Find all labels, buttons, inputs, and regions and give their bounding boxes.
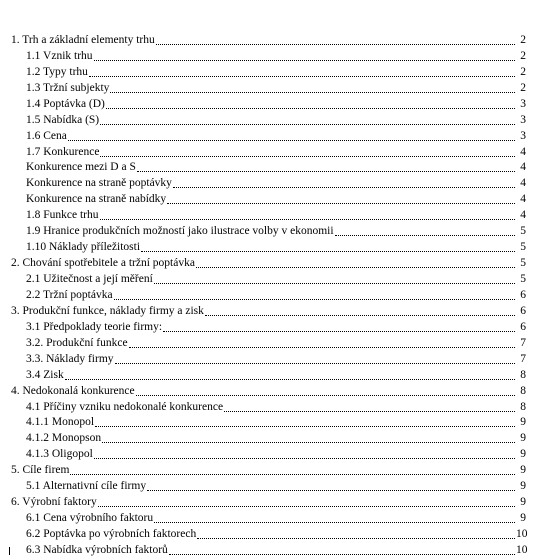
toc-page-number[interactable]: 9	[520, 512, 526, 525]
toc-page-number[interactable]: 9	[520, 432, 526, 445]
toc-entry-title[interactable]: 1.10 Náklady příležitosti	[26, 241, 141, 254]
toc-page-number[interactable]: 4	[520, 209, 526, 222]
toc-page-number[interactable]: 7	[520, 336, 526, 349]
toc-entry-title[interactable]: 3.2. Produkční funkce	[26, 336, 128, 349]
toc-entry[interactable]	[0, 224, 536, 240]
toc-page-number[interactable]: 5	[520, 273, 526, 286]
toc-entry[interactable]	[0, 400, 536, 416]
toc-page-number[interactable]: 2	[520, 49, 526, 62]
toc-page-number[interactable]: 5	[520, 225, 526, 238]
toc-entry-title[interactable]: 3.4 Zisk	[26, 368, 64, 381]
toc-page-number[interactable]: 9	[520, 480, 526, 493]
toc-entry[interactable]	[0, 511, 536, 527]
toc-entry[interactable]	[0, 384, 536, 400]
toc-entry[interactable]	[0, 288, 536, 304]
toc-entry[interactable]	[0, 113, 536, 129]
toc-dot-leader	[68, 139, 515, 141]
toc-dot-leader	[129, 346, 515, 348]
toc-entry[interactable]	[0, 527, 536, 543]
toc-entry-title[interactable]: 4. Nedokonalá konkurence	[11, 384, 135, 397]
toc-page-number[interactable]: 2	[520, 65, 526, 78]
toc-entry-title[interactable]: 1.5 Nabídka (S)	[26, 113, 100, 126]
toc-entry-title[interactable]: 1.9 Hranice produkčních možností jako ilustrace volby v ekonomii	[26, 225, 334, 238]
toc-entry[interactable]	[0, 320, 536, 336]
toc-page-number[interactable]: 9	[520, 448, 526, 461]
toc-entry-title[interactable]: 1.1 Vznik trhu	[26, 49, 93, 62]
toc-entry[interactable]	[0, 256, 536, 272]
toc-page-number[interactable]: 6	[520, 304, 526, 317]
toc-dot-leader	[137, 170, 515, 172]
toc-entry-title[interactable]: 6. Výrobní faktory	[11, 496, 97, 509]
toc-entry[interactable]	[0, 479, 536, 495]
toc-entry-title[interactable]: 1.2 Typy trhu	[26, 65, 88, 78]
toc-entry[interactable]	[0, 176, 536, 192]
toc-page-number[interactable]: 4	[520, 177, 526, 190]
toc-dot-leader	[94, 457, 515, 459]
toc-dot-leader	[197, 537, 515, 539]
table-of-contents	[0, 33, 536, 559]
toc-dot-leader	[163, 330, 515, 332]
toc-page-number[interactable]: 10	[516, 543, 528, 556]
toc-page-number[interactable]: 5	[520, 241, 526, 254]
toc-entry-title[interactable]: 1.3 Tržní subjekty	[26, 81, 110, 94]
toc-dot-leader	[335, 234, 515, 236]
toc-page-number[interactable]: 3	[520, 97, 526, 110]
toc-entry[interactable]	[0, 304, 536, 320]
toc-dot-leader	[205, 314, 515, 316]
toc-page-number[interactable]: 3	[520, 113, 526, 126]
toc-entry[interactable]	[0, 240, 536, 256]
toc-entry[interactable]	[0, 272, 536, 288]
toc-dot-leader	[100, 123, 515, 125]
toc-dot-leader	[167, 202, 515, 204]
toc-dot-leader	[98, 505, 515, 507]
toc-entry[interactable]	[0, 447, 536, 463]
toc-dot-leader	[115, 362, 515, 364]
toc-dot-leader	[141, 250, 515, 252]
toc-entry-title[interactable]: 1.4 Poptávka (D)	[26, 97, 105, 110]
toc-entry-title[interactable]: 1.8 Funkce trhu	[26, 209, 99, 222]
toc-entry-title[interactable]: 2. Chování spotřebitele a tržní poptávka	[11, 257, 195, 270]
toc-dot-leader	[106, 107, 515, 109]
toc-entry-title[interactable]: 2.1 Užitečnost a její měření	[26, 273, 153, 286]
toc-entry-title[interactable]: 5.1 Alternativní cíle firmy	[26, 480, 147, 493]
toc-entry-title[interactable]: 4.1.1 Monopol	[26, 416, 95, 429]
toc-page-number[interactable]: 5	[520, 257, 526, 270]
toc-entry[interactable]	[0, 336, 536, 352]
toc-entry-title[interactable]: 2.2 Tržní poptávka	[26, 288, 113, 301]
toc-dot-leader	[114, 298, 515, 300]
toc-page-number[interactable]: 4	[520, 145, 526, 158]
toc-entry[interactable]	[0, 145, 536, 161]
toc-entry[interactable]	[0, 65, 536, 81]
toc-entry[interactable]	[0, 49, 536, 65]
toc-dot-leader	[102, 441, 515, 443]
toc-entry-title[interactable]: Konkurence mezi D a S	[26, 161, 136, 174]
toc-page-number[interactable]: 6	[520, 320, 526, 333]
toc-entry-title[interactable]: 4.1 Příčiny vzniku nedokonalé konkurence	[26, 400, 224, 413]
toc-dot-leader	[154, 521, 515, 523]
toc-entry[interactable]	[0, 431, 536, 447]
toc-page-number[interactable]: 9	[520, 496, 526, 509]
toc-entry-title[interactable]: 4.1.3 Oligopol	[26, 448, 93, 461]
toc-entry[interactable]	[0, 33, 536, 49]
toc-entry-title[interactable]: Konkurence na straně poptávky	[26, 177, 172, 190]
toc-entry-title[interactable]: 6.1 Cena výrobního faktoru	[26, 512, 154, 525]
toc-page-number[interactable]: 8	[520, 400, 526, 413]
toc-dot-leader	[100, 155, 515, 157]
toc-page-number[interactable]: 2	[520, 33, 526, 46]
toc-dot-leader	[169, 553, 515, 555]
toc-entry-title[interactable]: 3. Produkční funkce, náklady firmy a zisk	[11, 304, 204, 317]
toc-entry-title[interactable]: 1.7 Konkurence	[26, 145, 100, 158]
toc-dot-leader	[147, 489, 515, 491]
toc-page-number[interactable]: 4	[520, 193, 526, 206]
toc-entry-title[interactable]: 6.2 Poptávka po výrobních faktorech	[26, 528, 197, 541]
toc-dot-leader	[65, 378, 515, 380]
toc-page-number[interactable]: 2	[520, 81, 526, 94]
toc-dot-leader	[173, 186, 515, 188]
text-cursor	[9, 547, 10, 555]
toc-entry[interactable]	[0, 463, 536, 479]
toc-dot-leader	[136, 394, 515, 396]
toc-dot-leader	[156, 43, 515, 45]
toc-entry[interactable]	[0, 129, 536, 145]
toc-page-number[interactable]: 7	[520, 352, 526, 365]
toc-page-number[interactable]: 3	[520, 129, 526, 142]
toc-entry-title[interactable]: 4.1.2 Monopson	[26, 432, 102, 445]
toc-entry-title[interactable]: 1.6 Cena	[26, 129, 67, 142]
toc-page-number[interactable]: 6	[520, 288, 526, 301]
toc-entry[interactable]	[0, 97, 536, 113]
toc-entry[interactable]	[0, 192, 536, 208]
toc-entry-title[interactable]: 1. Trh a základní elementy trhu	[11, 33, 155, 46]
toc-page-number[interactable]: 9	[520, 416, 526, 429]
toc-entry[interactable]	[0, 208, 536, 224]
toc-entry-title[interactable]: Konkurence na straně nabídky	[26, 193, 167, 206]
toc-entry[interactable]	[0, 368, 536, 384]
toc-dot-leader	[110, 91, 515, 93]
toc-dot-leader	[196, 266, 515, 268]
toc-dot-leader	[70, 473, 515, 475]
toc-entry-title[interactable]: 5. Cíle firem	[11, 464, 70, 477]
toc-page-number[interactable]: 8	[520, 384, 526, 397]
toc-page-number[interactable]: 4	[520, 161, 526, 174]
toc-entry-title[interactable]: 3.3. Náklady firmy	[26, 352, 114, 365]
toc-entry-title[interactable]: 6.3 Nabídka výrobních faktorů	[26, 543, 168, 556]
toc-dot-leader	[100, 218, 515, 220]
toc-entry-title[interactable]: 3.1 Předpoklady teorie firmy:	[26, 320, 163, 333]
toc-entry[interactable]	[0, 495, 536, 511]
toc-dot-leader	[154, 282, 515, 284]
toc-dot-leader	[95, 425, 515, 427]
toc-entry[interactable]	[0, 161, 536, 177]
toc-page-number[interactable]: 9	[520, 464, 526, 477]
toc-page-number[interactable]: 10	[516, 528, 528, 541]
toc-page-number[interactable]: 8	[520, 368, 526, 381]
toc-entry[interactable]	[0, 352, 536, 368]
toc-entry[interactable]	[0, 81, 536, 97]
toc-dot-leader	[89, 75, 515, 77]
toc-entry[interactable]	[0, 416, 536, 432]
toc-dot-leader	[94, 59, 515, 61]
toc-dot-leader	[224, 410, 515, 412]
